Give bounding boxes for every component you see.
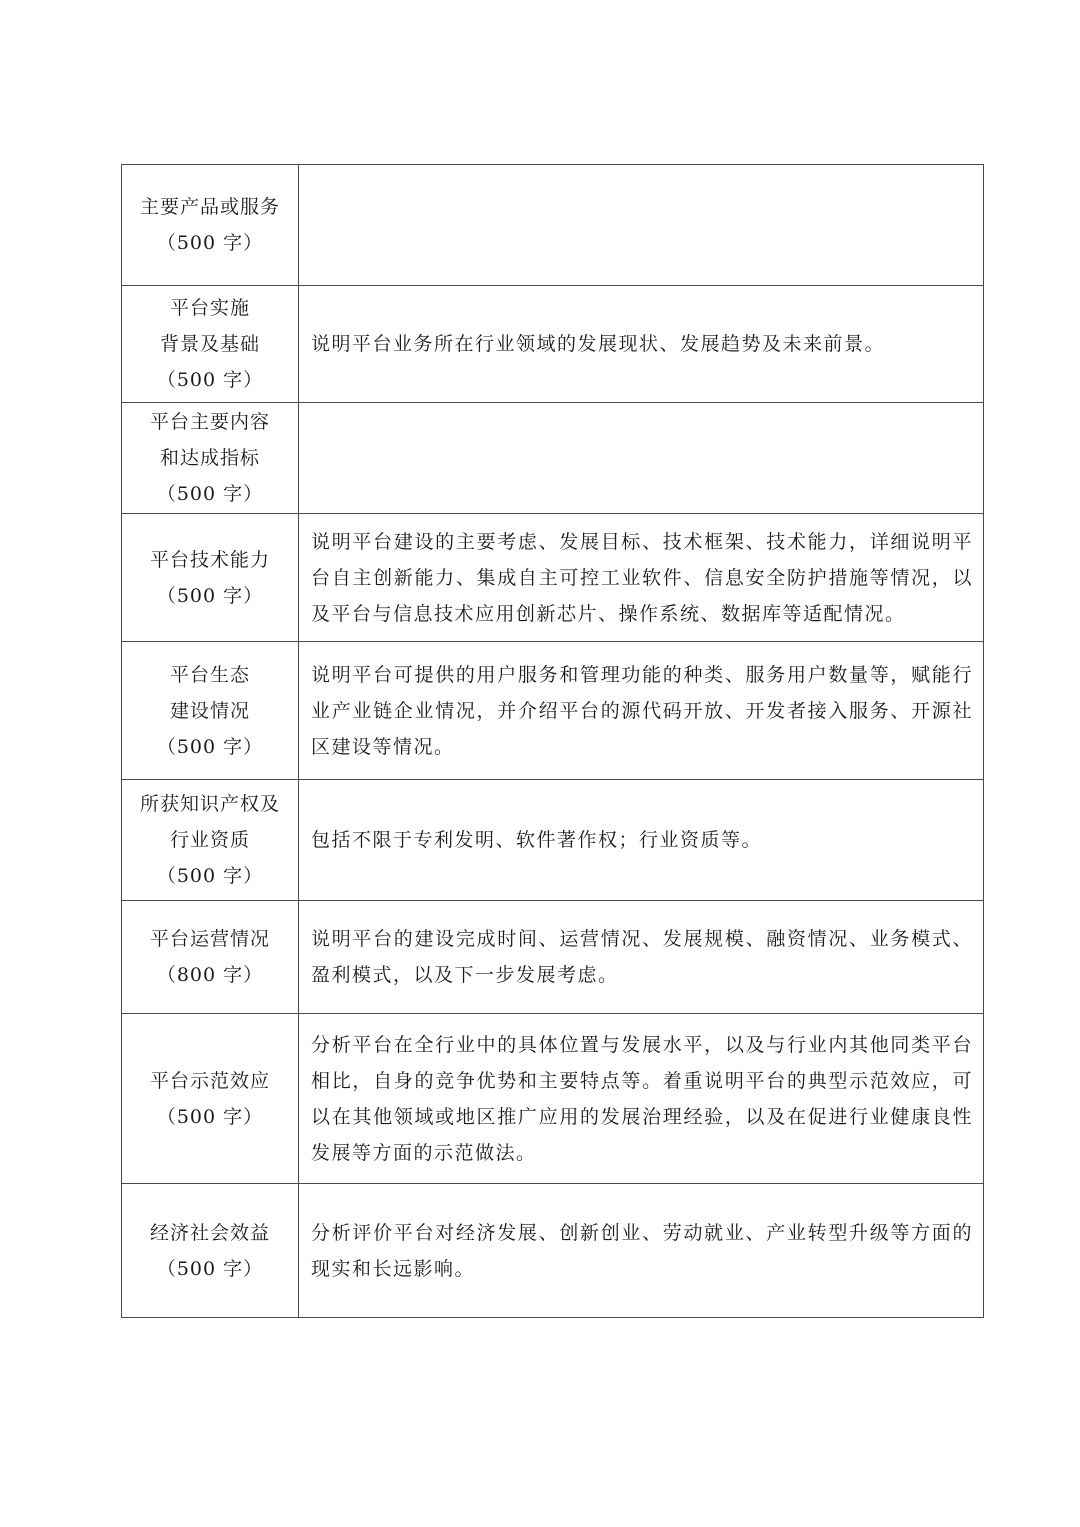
label-line: （500 字） bbox=[156, 584, 264, 607]
row-label bbox=[122, 1014, 299, 1184]
label-line: （500 字） bbox=[156, 369, 264, 391]
label-line: （500 字） bbox=[156, 735, 264, 758]
row-content bbox=[299, 403, 984, 514]
table-row bbox=[122, 286, 984, 403]
label-line: 平台生态 bbox=[169, 663, 250, 686]
table-row bbox=[122, 1014, 984, 1184]
label-line: 平台运营情况 bbox=[149, 928, 270, 950]
row-label bbox=[122, 514, 299, 642]
label-line: 行业资质 bbox=[169, 829, 250, 851]
row-label bbox=[122, 403, 299, 514]
label-line: 建设情况 bbox=[169, 699, 250, 722]
label-line: 平台实施 bbox=[169, 297, 250, 319]
row-content bbox=[299, 165, 984, 286]
table-row bbox=[122, 403, 984, 514]
label-line: 经济社会效益 bbox=[149, 1221, 270, 1244]
label-line: 主要产品或服务 bbox=[139, 196, 280, 218]
table-row bbox=[122, 514, 984, 642]
label-line: 背景及基础 bbox=[159, 333, 260, 355]
row-label bbox=[122, 642, 299, 780]
row-content: 分析评价平台对经济发展、创新创业、劳动就业、产业转型升级等方面的现实和长远影响。 bbox=[299, 1184, 984, 1318]
table-row bbox=[122, 901, 984, 1014]
table-row bbox=[122, 165, 984, 286]
label-line: 所获知识产权及 bbox=[139, 793, 280, 815]
label-line: （500 字） bbox=[156, 1257, 264, 1280]
label-line: （800 字） bbox=[156, 964, 264, 986]
row-content: 说明平台可提供的用户服务和管理功能的种类、服务用户数量等，赋能行业产业链企业情况，并介绍平台的源代码开放、开发者接入服务、开源社区建设等情况。 bbox=[299, 642, 984, 780]
label-line: 平台示范效应 bbox=[149, 1069, 270, 1092]
table-row bbox=[122, 1184, 984, 1318]
row-label bbox=[122, 286, 299, 403]
row-content: 包括不限于专利发明、软件著作权；行业资质等。 bbox=[299, 780, 984, 901]
label-line: （500 字） bbox=[156, 1105, 264, 1128]
application-form-table bbox=[121, 164, 984, 1318]
label-line: 平台主要内容 bbox=[149, 411, 270, 433]
table-row bbox=[122, 642, 984, 780]
row-label bbox=[122, 780, 299, 901]
row-content: 分析平台在全行业中的具体位置与发展水平，以及与行业内其他同类平台相比，自身的竞争优势和主要特点等。着重说明平台的典型示范效应，可以在其他领域或地区推广应用的发展治理经验，以及在促进行业健康良性发展等方面的示范做法。 bbox=[299, 1014, 984, 1184]
label-line: 和达成指标 bbox=[159, 447, 260, 469]
label-line: （500 字） bbox=[156, 865, 264, 887]
table-row bbox=[122, 780, 984, 901]
label-line: 平台技术能力 bbox=[149, 548, 270, 571]
label-line: （500 字） bbox=[156, 483, 264, 505]
row-label bbox=[122, 1184, 299, 1318]
row-content: 说明平台的建设完成时间、运营情况、发展规模、融资情况、业务模式、盈利模式，以及下一步发展考虑。 bbox=[299, 901, 984, 1014]
row-content: 说明平台建设的主要考虑、发展目标、技术框架、技术能力，详细说明平台自主创新能力、集成自主可控工业软件、信息安全防护措施等情况，以及平台与信息技术应用创新芯片、操作系统、数据库等适配情况。 bbox=[299, 514, 984, 642]
row-content: 说明平台业务所在行业领域的发展现状、发展趋势及未来前景。 bbox=[299, 286, 984, 403]
row-label bbox=[122, 165, 299, 286]
label-line: （500 字） bbox=[156, 232, 264, 254]
row-label bbox=[122, 901, 299, 1014]
